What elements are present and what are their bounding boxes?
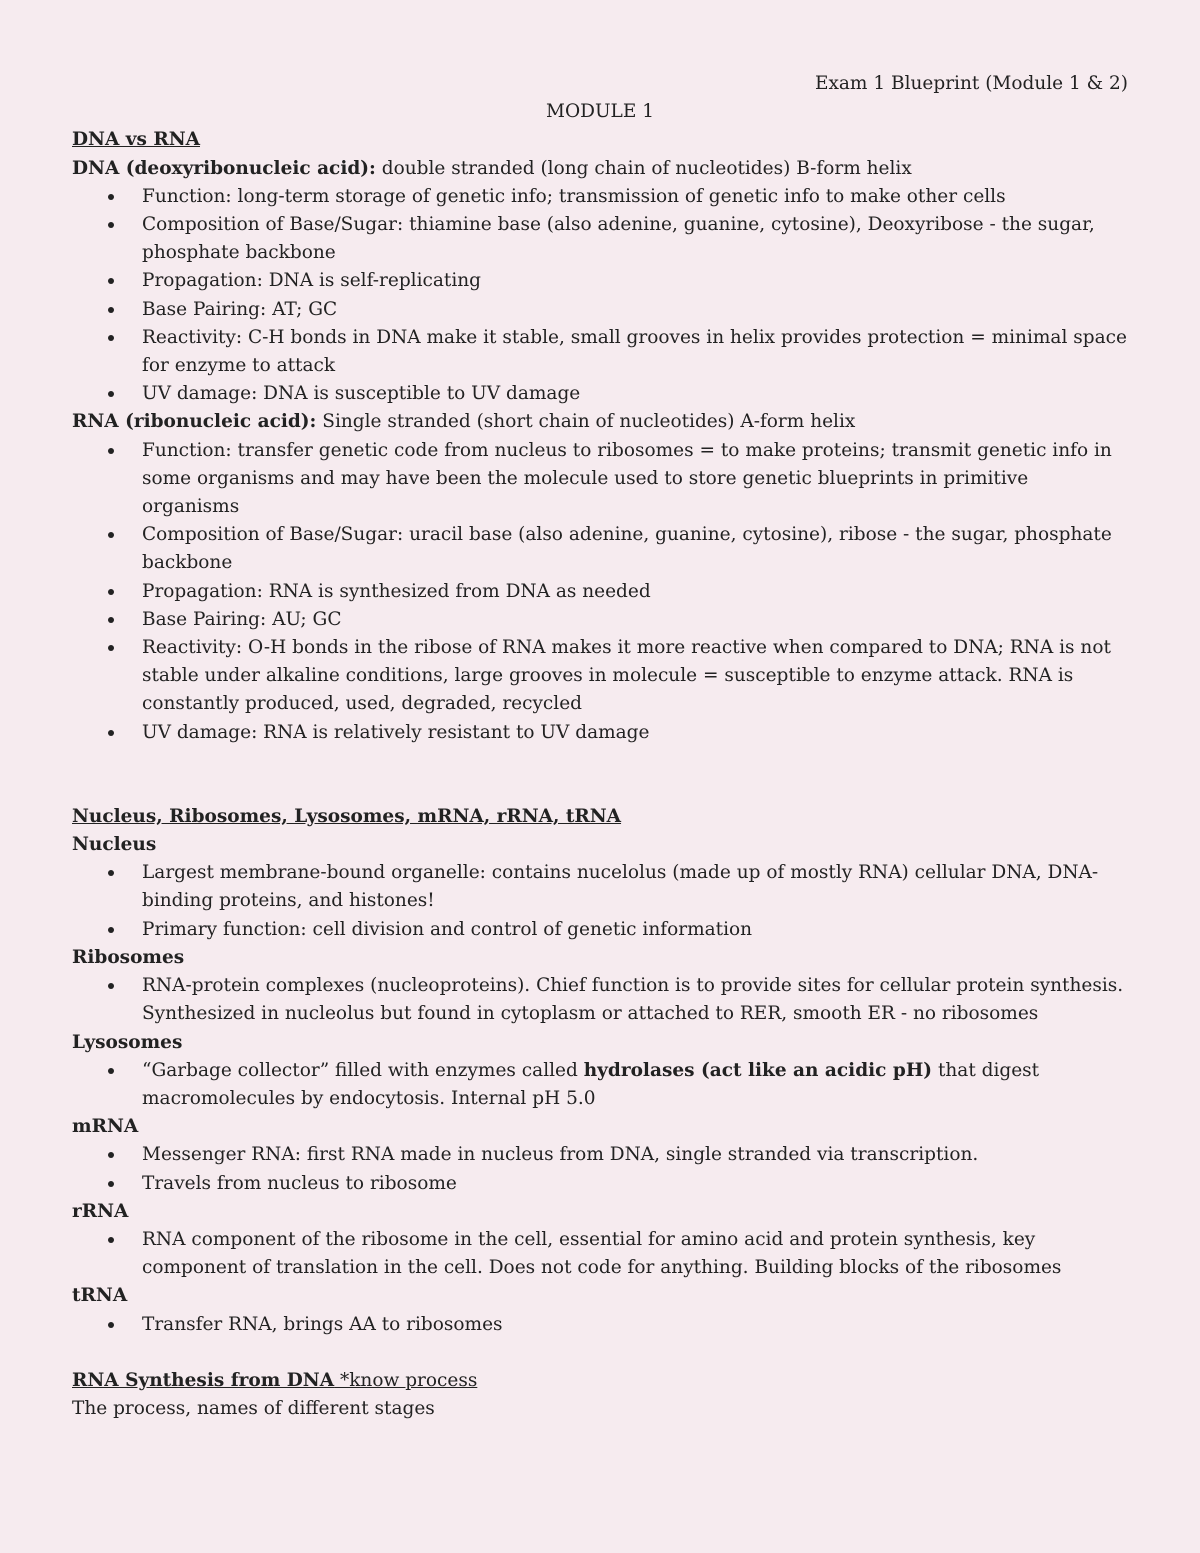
document-header: Exam 1 Blueprint (Module 1 & 2)	[814, 73, 1128, 94]
dna-properties-list	[72, 183, 1128, 409]
rna-label: RNA (ribonucleic acid):	[72, 411, 317, 433]
trna-heading: tRNA	[72, 1285, 128, 1307]
list-item: UV damage: DNA is susceptible to UV damage	[72, 380, 1128, 408]
ribosomes-list	[72, 972, 1128, 1028]
dna-label: DNA (deoxyribonucleic acid):	[72, 157, 376, 179]
section-title-rna-synthesis	[72, 1367, 1128, 1395]
nucleus-list	[72, 859, 1128, 944]
rna-properties-list	[72, 437, 1128, 747]
rna-definition	[72, 408, 1128, 436]
list-item: Function: transfer genetic code from nucleus to ribosomes = to make proteins; transmit genetic info in some organisms and may have been the molecule used to store genetic blueprints in primitive organisms	[72, 437, 1128, 522]
mrna-heading: mRNA	[72, 1116, 139, 1138]
ribosomes-heading: Ribosomes	[72, 946, 185, 968]
rrna-list	[72, 1226, 1128, 1282]
list-item: Messenger RNA: first RNA made in nucleus from DNA, single stranded via transcription.	[72, 1141, 1128, 1169]
section-title-organelles: Nucleus, Ribosomes, Lysosomes, mRNA, rRNA, tRNA	[72, 805, 622, 827]
lysosomes-text-before: “Garbage collector” filled with enzymes called	[142, 1059, 584, 1081]
list-item: RNA component of the ribosome in the cell, essential for amino acid and protein synthesis, key component of translation in the cell. Does not code for anything. Building blocks of the ribosomes	[72, 1226, 1128, 1282]
list-item: Largest membrane-bound organelle: contains nucelolus (made up of mostly RNA) cellular DNA, DNA-binding proteins, and histones!	[72, 859, 1128, 915]
list-item: Composition of Base/Sugar: thiamine base (also adenine, guanine, cytosine), Deoxyribose - the sugar, phosphate backbone	[72, 211, 1128, 267]
list-item: UV damage: RNA is relatively resistant to UV damage	[72, 719, 1128, 747]
list-item: Primary function: cell division and control of genetic information	[72, 916, 1128, 944]
list-item: Function: long-term storage of genetic info; transmission of genetic info to make other cells	[72, 183, 1128, 211]
lysosomes-text-bold: hydrolases (act like an acidic pH)	[583, 1059, 933, 1081]
list-item: Base Pairing: AU; GC	[72, 606, 1128, 634]
lysosomes-heading: Lysosomes	[72, 1031, 183, 1053]
rna-description: Single stranded (short chain of nucleotides) A-form helix	[316, 411, 856, 433]
module-title: MODULE 1	[546, 101, 654, 123]
lysosomes-text-after: that digest macromolecules by endocytosis. Internal pH 5.0	[142, 1059, 1040, 1109]
list-item: Travels from nucleus to ribosome	[72, 1170, 1128, 1198]
rna-synthesis-title: RNA Synthesis from DNA	[72, 1369, 335, 1391]
nucleus-heading: Nucleus	[72, 834, 157, 856]
list-item: RNA-protein complexes (nucleoproteins). Chief function is to provide sites for cellular protein synthesis. Synthesized in nucleolus but found in cytoplasm or attached to RER, smooth ER - no ribosomes	[72, 972, 1128, 1028]
list-item: Propagation: DNA is self-replicating	[72, 267, 1128, 295]
list-item: Base Pairing: AT; GC	[72, 296, 1128, 324]
rna-synthesis-note: *know process	[334, 1369, 478, 1391]
list-item: Composition of Base/Sugar: uracil base (also adenine, guanine, cytosine), ribose - the sugar, phosphate backbone	[72, 521, 1128, 577]
spacer	[72, 747, 1128, 803]
rna-synthesis-body: The process, names of different stages	[72, 1397, 435, 1419]
mrna-list	[72, 1141, 1128, 1197]
section-title-dna-vs-rna: DNA vs RNA	[72, 129, 200, 151]
list-item: Reactivity: C-H bonds in DNA make it stable, small grooves in helix provides protection = minimal space for enzyme to attack	[72, 324, 1128, 380]
list-item: Reactivity: O-H bonds in the ribose of RNA makes it more reactive when compared to DNA; RNA is not stable under alkaline conditions, large grooves in molecule = susceptible to enzyme attack. RNA is constantly produced, used, degraded, recycled	[72, 634, 1128, 719]
spacer	[72, 1339, 1128, 1367]
dna-description: double stranded (long chain of nucleotides) B-form helix	[375, 157, 912, 179]
list-item: Propagation: RNA is synthesized from DNA as needed	[72, 578, 1128, 606]
lysosomes-list	[72, 1057, 1128, 1113]
dna-definition	[72, 155, 1128, 183]
list-item: Transfer RNA, brings AA to ribosomes	[72, 1311, 1128, 1339]
list-item	[72, 1057, 1128, 1113]
trna-list	[72, 1311, 1128, 1339]
rrna-heading: rRNA	[72, 1200, 129, 1222]
